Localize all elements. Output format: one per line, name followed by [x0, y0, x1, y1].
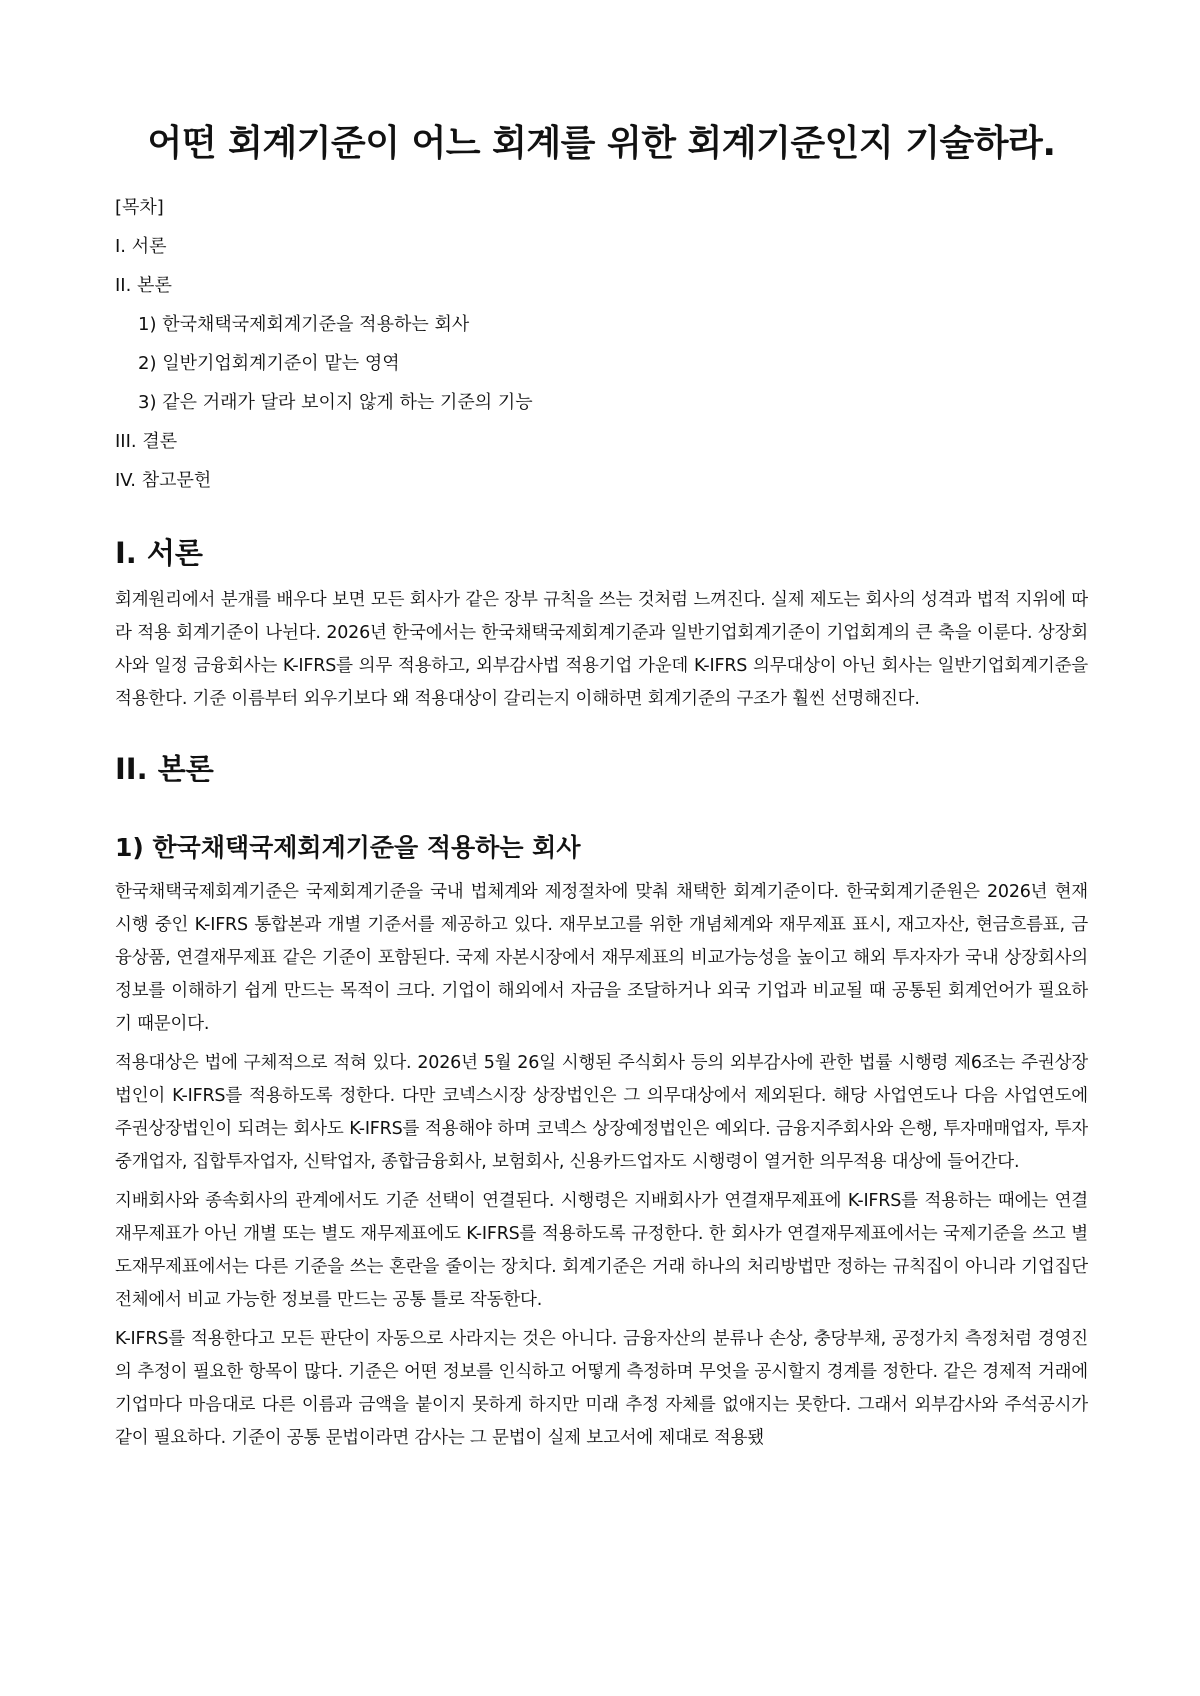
toc-item-body-1: 1) 한국채택국제회계기준을 적용하는 회사: [138, 314, 470, 335]
intro-paragraph: 회계원리에서 분개를 배우다 보면 모든 회사가 같은 장부 규칙을 쓰는 것처럼 느껴진다. 실제 제도는 회사의 성격과 법적 지위에 따라 적용 회계기준이 나뉜다. 2026년 한국에서는 한국채택국제회계기준과 일반기업회계기준이 기업회계의 큰 축을 이룬다. 상장회사와 일정 금융회사는 K-IFRS를 의무 적용하고, 외부감사법 적용기업 가운데 K-IFRS 의무대상이 아닌 회사는 일반기업회계기준을 적용한다. 기준 이름부터 외우기보다 왜 적용대상이 갈리는지 이해하면 회계기준의 구조가 훨씬 선명해진다.: [115, 590, 1089, 709]
subsection-heading-1: 1) 한국채택국제회계기준을 적용하는 회사: [115, 833, 581, 862]
toc-item-conclusion: III. 결론: [115, 431, 178, 452]
table-of-contents: [115, 188, 1088, 500]
toc-item-body-3: 3) 같은 거래가 달라 보이지 않게 하는 기준의 기능: [138, 392, 533, 413]
body-paragraph-4: K-IFRS를 적용한다고 모든 판단이 자동으로 사라지는 것은 아니다. 금융자산의 분류나 손상, 충당부채, 공정가치 측정처럼 경영진의 추정이 필요한 항목이 많다. 기준은 어떤 정보를 인식하고 어떻게 측정하며 무엇을 공시할지 경계를 정한다. 같은 경제적 거래에 기업마다 마음대로 다른 이름과 금액을 붙이지 못하게 하지만 미래 추정 자체를 없애지는 못한다. 그래서 외부감사와 주석공시가 같이 필요하다. 기준이 공통 문법이라면 감사는 그 문법이 실제 보고서에 제대로 적용됐: [115, 1329, 1088, 1448]
body-paragraph-1: 한국채택국제회계기준은 국제회계기준을 국내 법체계와 제정절차에 맞춰 채택한 회계기준이다. 한국회계기준원은 2026년 현재 시행 중인 K-IFRS 통합본과 개별 기준서를 제공하고 있다. 재무보고를 위한 개념체계와 재무제표 표시, 재고자산, 현금흐름표, 금융상품, 연결재무제표 같은 기준이 포함된다. 국제 자본시장에서 재무제표의 비교가능성을 높이고 해외 투자자가 국내 상장회사의 정보를 이해하기 쉽게 만드는 목적이 크다. 기업이 해외에서 자금을 조달하거나 외국 기업과 비교될 때 공통된 회계언어가 필요하기 때문이다.: [115, 882, 1088, 1034]
body-paragraph-3: 지배회사와 종속회사의 관계에서도 기준 선택이 연결된다. 시행령은 지배회사가 연결재무제표에 K-IFRS를 적용하는 때에는 연결재무제표가 아닌 개별 또는 별도 재무제표에도 K-IFRS를 적용하도록 규정한다. 한 회사가 연결재무제표에서는 국제기준을 쓰고 별도재무제표에서는 다른 기준을 쓰는 혼란을 줄이는 장치다. 회계기준은 거래 하나의 처리방법만 정하는 규칙집이 아니라 기업집단 전체에서 비교 가능한 정보를 만드는 공통 틀로 작동한다.: [115, 1191, 1088, 1310]
body-paragraph-2: 적용대상은 법에 구체적으로 적혀 있다. 2026년 5월 26일 시행된 주식회사 등의 외부감사에 관한 법률 시행령 제6조는 주권상장법인이 K-IFRS를 적용하도록 정한다. 다만 코넥스시장 상장법인은 그 의무대상에서 제외된다. 해당 사업연도나 다음 사업연도에 주권상장법인이 되려는 회사도 K-IFRS를 적용해야 하며 코넥스 상장예정법인은 예외다. 금융지주회사와 은행, 투자매매업자, 투자중개업자, 집합투자업자, 신탁업자, 종합금융회사, 보험회사, 신용카드업자도 시행령이 열거한 의무적용 대상에 들어간다.: [115, 1053, 1088, 1172]
document-title: 어떤 회계기준이 어느 회계를 위한 회계기준인지 기술하라.: [147, 123, 1056, 164]
section-heading-intro: I. 서론: [115, 536, 203, 570]
toc-item-body-2: 2) 일반기업회계기준이 맡는 영역: [138, 353, 400, 374]
toc-item-references: IV. 참고문헌: [115, 470, 212, 491]
toc-label: [목차]: [115, 197, 164, 218]
section-heading-body: II. 본론: [115, 752, 214, 786]
toc-item-body: II. 본론: [115, 275, 172, 296]
toc-item-intro: I. 서론: [115, 236, 167, 257]
